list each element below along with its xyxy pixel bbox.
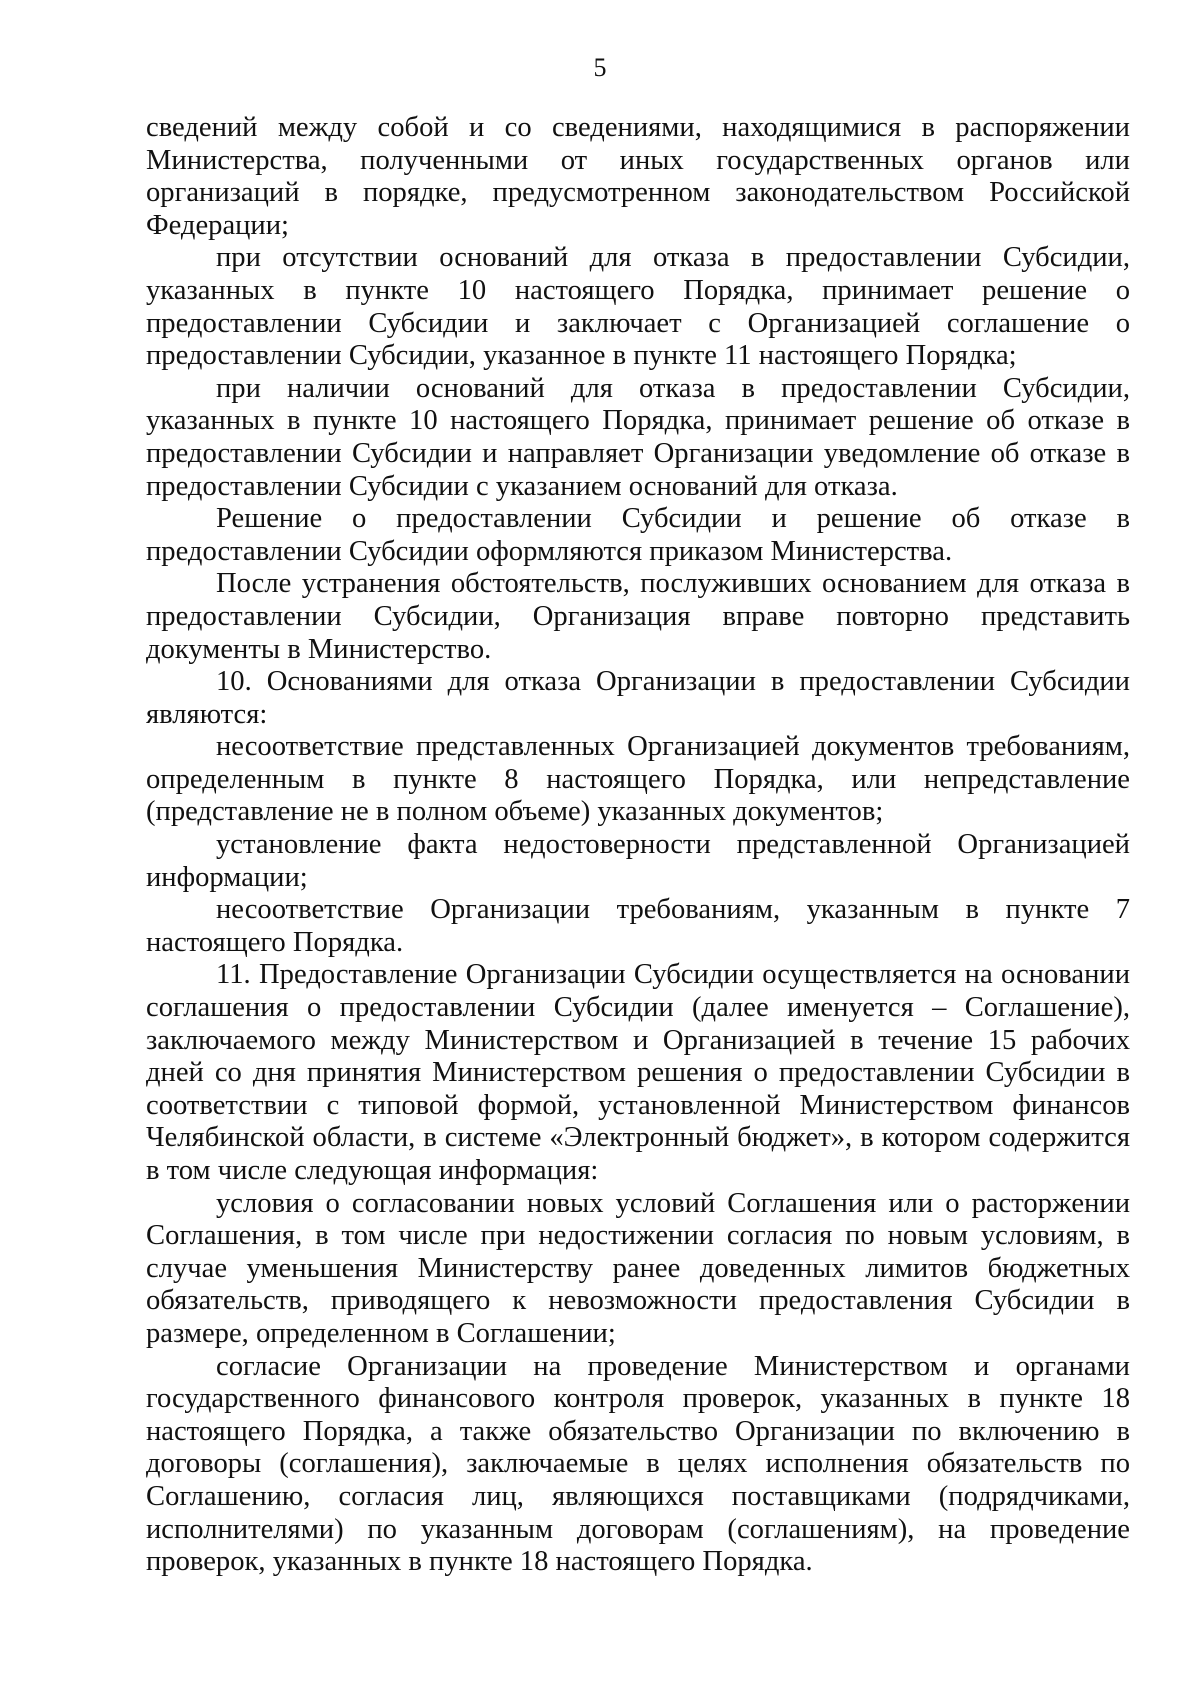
section-heading-paragraph: 11. Предоставление Организации Субсидии осуществляется на основании соглашения о предоставлении Субсидии (далее именуется – Соглашение), заключаемого между Министерством и Организацией в течение 15 рабочих дней со дня принятия Министерством решения о предоставлении Субсидии в соответствии с типовой формой, установленной Министерством финансов Челябинской области, в системе «Электронный бюджет», в котором содержится в том числе следующая информация: <box>146 959 1130 1186</box>
paragraph: условия о согласовании новых условий Соглашения или о расторжении Соглашения, в том числе при недостижении согласия по новым условиям, в случае уменьшения Министерству ранее доведенных лимитов бюджетных обязательств, приводящего к невозможности предоставления Субсидии в размере, определенном в Соглашении; <box>146 1187 1130 1349</box>
paragraph: при отсутствии оснований для отказа в предоставлении Субсидии, указанных в пункте 10 настоящего Порядка, принимает решение о предоставлении Субсидии и заключает с Организацией соглашение о предоставлении Субсидии, указанное в пункте 11 настоящего Порядка; <box>146 242 1130 372</box>
paragraph: Решение о предоставлении Субсидии и решение об отказе в предоставлении Субсидии оформляются приказом Министерства. <box>146 503 1130 567</box>
paragraph: установление факта недостоверности представленной Организацией информации; <box>146 829 1130 893</box>
document-body <box>146 112 1130 1579</box>
section-heading-paragraph: 10. Основаниями для отказа Организации в предоставлении Субсидии являются: <box>146 666 1130 730</box>
paragraph: несоответствие представленных Организацией документов требованиям, определенным в пункте 8 настоящего Порядка, или непредставление (представление не в полном объеме) указанных документов; <box>146 731 1130 828</box>
page-number: 5 <box>593 53 607 82</box>
paragraph: при наличии оснований для отказа в предоставлении Субсидии, указанных в пункте 10 настоящего Порядка, принимает решение об отказе в предоставлении Субсидии и направляет Организации уведомление об отказе в предоставлении Субсидии с указанием оснований для отказа. <box>146 372 1130 502</box>
paragraph: согласие Организации на проведение Министерством и органами государственного финансового контроля проверок, указанных в пункте 18 настоящего Порядка, а также обязательство Организации по включению в договоры (соглашения), заключаемые в целях исполнения обязательств по Соглашению, согласия лиц, являющихся поставщиками (подрядчиками, исполнителями) по указанным договорам (соглашениям), на проведение проверок, указанных в пункте 18 настоящего Порядка. <box>146 1350 1130 1578</box>
paragraph: сведений между собой и со сведениями, находящимися в распоряжении Министерства, полученными от иных государственных органов или организаций в порядке, предусмотренном законодательством Российской Федерации; <box>146 112 1130 241</box>
paragraph: После устранения обстоятельств, послуживших основанием для отказа в предоставлении Субсидии, Организация вправе повторно представить документы в Министерство. <box>146 568 1130 665</box>
paragraph: несоответствие Организации требованиям, указанным в пункте 7 настоящего Порядка. <box>146 894 1130 958</box>
